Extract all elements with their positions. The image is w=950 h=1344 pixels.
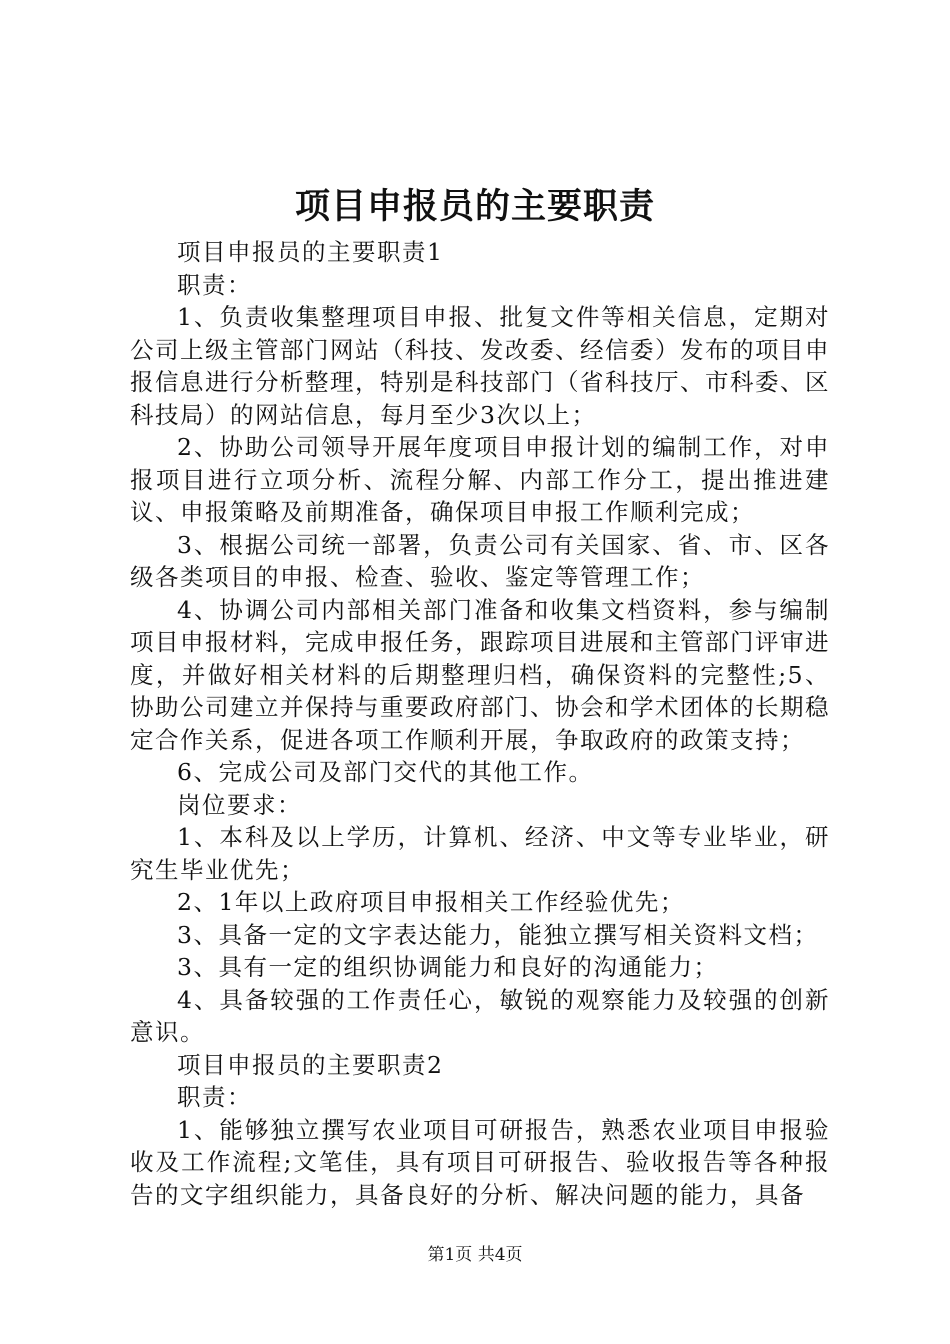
paragraph: 2、1年以上政府项目申报相关工作经验优先； bbox=[177, 888, 685, 916]
paragraph: 3、具有一定的组织协调能力和良好的沟通能力； bbox=[177, 953, 719, 981]
paragraph: 2、协助公司领导开展年度项目申报计划的编制工作，对申报项目进行立项分析、流程分解、内部工作分工，提出推进建议、申报策略及前期准备，确保项目申报工作顺利完成； bbox=[130, 433, 830, 526]
document-body bbox=[130, 236, 830, 1211]
paragraph: 职责： bbox=[177, 1083, 252, 1111]
paragraph: 1、能够独立撰写农业项目可研报告，熟悉农业项目申报验收及工作流程;文笔佳，具有项目可研报告、验收报告等各种报告的文字组织能力，具备良好的分析、解决问题的能力，具备 bbox=[130, 1115, 830, 1209]
paragraph: 岗位要求： bbox=[177, 790, 302, 819]
section-heading: 项目申报员的主要职责1 bbox=[177, 238, 444, 266]
paragraph: 1、本科及以上学历，计算机、经济、中文等专业毕业，研究生毕业优先； bbox=[130, 823, 830, 884]
paragraph: 4、协调公司内部相关部门准备和收集文档资料，参与编制项目申报材料，完成申报任务，跟踪项目进展和主管部门评审进度，并做好相关材料的后期整理归档，确保资料的完整性;5、协助公司建立并保持与重要政府部门、协会和学术团体的长期稳定合作关系，促进各项工作顺利开展，争取政府的政策支持； bbox=[130, 595, 830, 754]
document-title: 项目申报员的主要职责 bbox=[294, 186, 655, 227]
paragraph: 3、根据公司统一部署，负责公司有关国家、省、市、区各级各类项目的申报、检查、验收、鉴定等管理工作； bbox=[130, 530, 830, 591]
page-footer: 第1页 共4页 bbox=[427, 1245, 523, 1265]
paragraph: 6、完成公司及部门交代的其他工作。 bbox=[177, 758, 594, 786]
paragraph: 3、具备一定的文字表达能力，能独立撰写相关资料文档； bbox=[177, 920, 819, 949]
paragraph: 4、具备较强的工作责任心，敏锐的观察能力及较强的创新意识。 bbox=[130, 985, 830, 1046]
paragraph: 1、负责收集整理项目申报、批复文件等相关信息，定期对公司上级主管部门网站（科技、发改委、经信委）发布的项目申报信息进行分析整理，特别是科技部门（省科技厅、市科委、区科技局）的网站信息，每月至少3次以上； bbox=[130, 303, 830, 429]
paragraph: 职责： bbox=[177, 270, 252, 299]
section-heading: 项目申报员的主要职责2 bbox=[177, 1050, 444, 1079]
